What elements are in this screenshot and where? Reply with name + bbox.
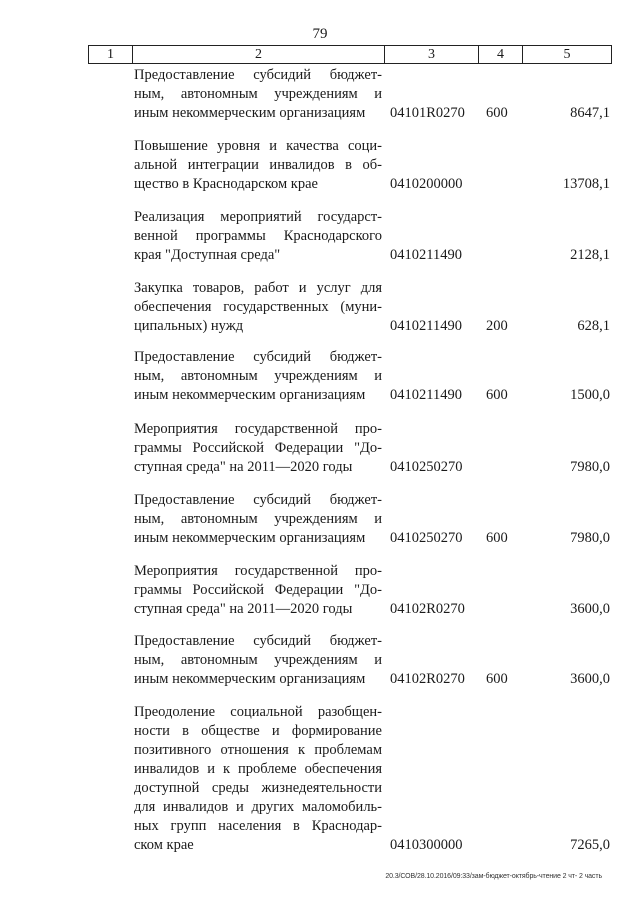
description-line: иным некоммерческим организациям xyxy=(134,671,366,687)
description-line: граммы Российской Федерации "До- xyxy=(134,582,382,598)
row-expense-type: 600 xyxy=(486,387,508,403)
description-line: ности в обществе и формирование xyxy=(134,723,382,739)
description-line: Реализация мероприятий государст- xyxy=(134,209,382,225)
header-col-2: 2 xyxy=(133,46,385,63)
row-amount: 8647,1 xyxy=(570,105,610,121)
description-line: обеспечения государственных (муни- xyxy=(134,299,382,315)
description-line: ных групп населения в Краснодар- xyxy=(134,818,382,834)
row-expense-type: 600 xyxy=(486,105,508,121)
footer-file-path: 20.3/СОВ/28.10.2016/09:33/зам-бюджет-октябрь-чтение 2 чт- 2 часть xyxy=(385,873,602,880)
row-code: 0410211490 xyxy=(390,247,462,263)
description-line: Предоставление субсидий бюджет- xyxy=(134,349,382,365)
header-col-3: 3 xyxy=(385,46,479,63)
description-line: ным, автономным учреждениям и xyxy=(134,652,382,668)
header-col-1: 1 xyxy=(89,46,133,63)
description-line: Предоставление субсидий бюджет- xyxy=(134,492,382,508)
description-line: Преодоление социальной разобщен- xyxy=(134,704,382,720)
description-line: иным некоммерческим организациям xyxy=(134,530,366,546)
row-description xyxy=(134,562,382,619)
description-line: Предоставление субсидий бюджет- xyxy=(134,67,382,83)
description-line: ском крае xyxy=(134,837,194,853)
row-code: 04102R0270 xyxy=(390,671,465,687)
row-code: 0410211490 xyxy=(390,387,462,403)
description-line: иным некоммерческим организациям xyxy=(134,387,366,403)
description-line: Повышение уровня и качества соци- xyxy=(134,138,382,154)
description-line: для инвалидов и других маломобиль- xyxy=(134,799,382,815)
description-line: Мероприятия государственной про- xyxy=(134,421,382,437)
row-amount: 3600,0 xyxy=(570,601,610,617)
description-line: ципальных) нужд xyxy=(134,318,244,334)
row-description xyxy=(134,137,382,194)
table-header xyxy=(88,45,612,64)
row-description xyxy=(134,703,382,855)
row-description xyxy=(134,208,382,265)
description-line: Закупка товаров, работ и услуг для xyxy=(134,280,382,296)
row-description xyxy=(134,279,382,336)
row-amount: 3600,0 xyxy=(570,671,610,687)
description-line: ным, автономным учреждениям и xyxy=(134,511,382,527)
description-line: инвалидов и к проблеме обеспечения xyxy=(134,761,382,777)
row-amount: 2128,1 xyxy=(570,247,610,263)
row-code: 0410300000 xyxy=(390,837,463,853)
description-line: позитивного отношения к проблемам xyxy=(134,742,382,758)
row-code: 0410250270 xyxy=(390,459,463,475)
description-line: альной интеграции инвалидов в об- xyxy=(134,157,382,173)
description-line: ным, автономным учреждениям и xyxy=(134,86,382,102)
row-expense-type: 200 xyxy=(486,318,508,334)
description-line: ным, автономным учреждениям и xyxy=(134,368,382,384)
row-description xyxy=(134,348,382,405)
row-amount: 13708,1 xyxy=(562,176,610,192)
description-line: Предоставление субсидий бюджет- xyxy=(134,633,382,649)
row-amount: 7980,0 xyxy=(570,459,610,475)
row-code: 04102R0270 xyxy=(390,601,465,617)
page-number: 79 xyxy=(312,26,328,42)
row-expense-type: 600 xyxy=(486,671,508,687)
description-line: граммы Российской Федерации "До- xyxy=(134,440,382,456)
header-col-5: 5 xyxy=(563,47,571,62)
row-expense-type: 600 xyxy=(486,530,508,546)
row-code: 0410250270 xyxy=(390,530,463,546)
row-code: 0410211490 xyxy=(390,318,462,334)
row-description xyxy=(134,66,382,123)
description-line: края "Доступная среда" xyxy=(134,247,281,263)
header-col-4: 4 xyxy=(479,46,523,63)
description-line: ступная среда" на 2011—2020 годы xyxy=(134,459,353,475)
row-description xyxy=(134,491,382,548)
row-code: 04101R0270 xyxy=(390,105,465,121)
row-amount: 7265,0 xyxy=(570,837,610,853)
description-line: доступной среды жизнедеятельности xyxy=(134,780,382,796)
row-code: 0410200000 xyxy=(390,176,463,192)
row-description xyxy=(134,632,382,689)
description-line: Мероприятия государственной про- xyxy=(134,563,382,579)
row-amount: 1500,0 xyxy=(570,387,610,403)
description-line: венной программы Краснодарского xyxy=(134,228,382,244)
description-line: ступная среда" на 2011—2020 годы xyxy=(134,601,353,617)
row-amount: 628,1 xyxy=(577,318,610,334)
description-line: щество в Краснодарском крае xyxy=(134,176,318,192)
row-amount: 7980,0 xyxy=(570,530,610,546)
row-description xyxy=(134,420,382,477)
description-line: иным некоммерческим организациям xyxy=(134,105,366,121)
